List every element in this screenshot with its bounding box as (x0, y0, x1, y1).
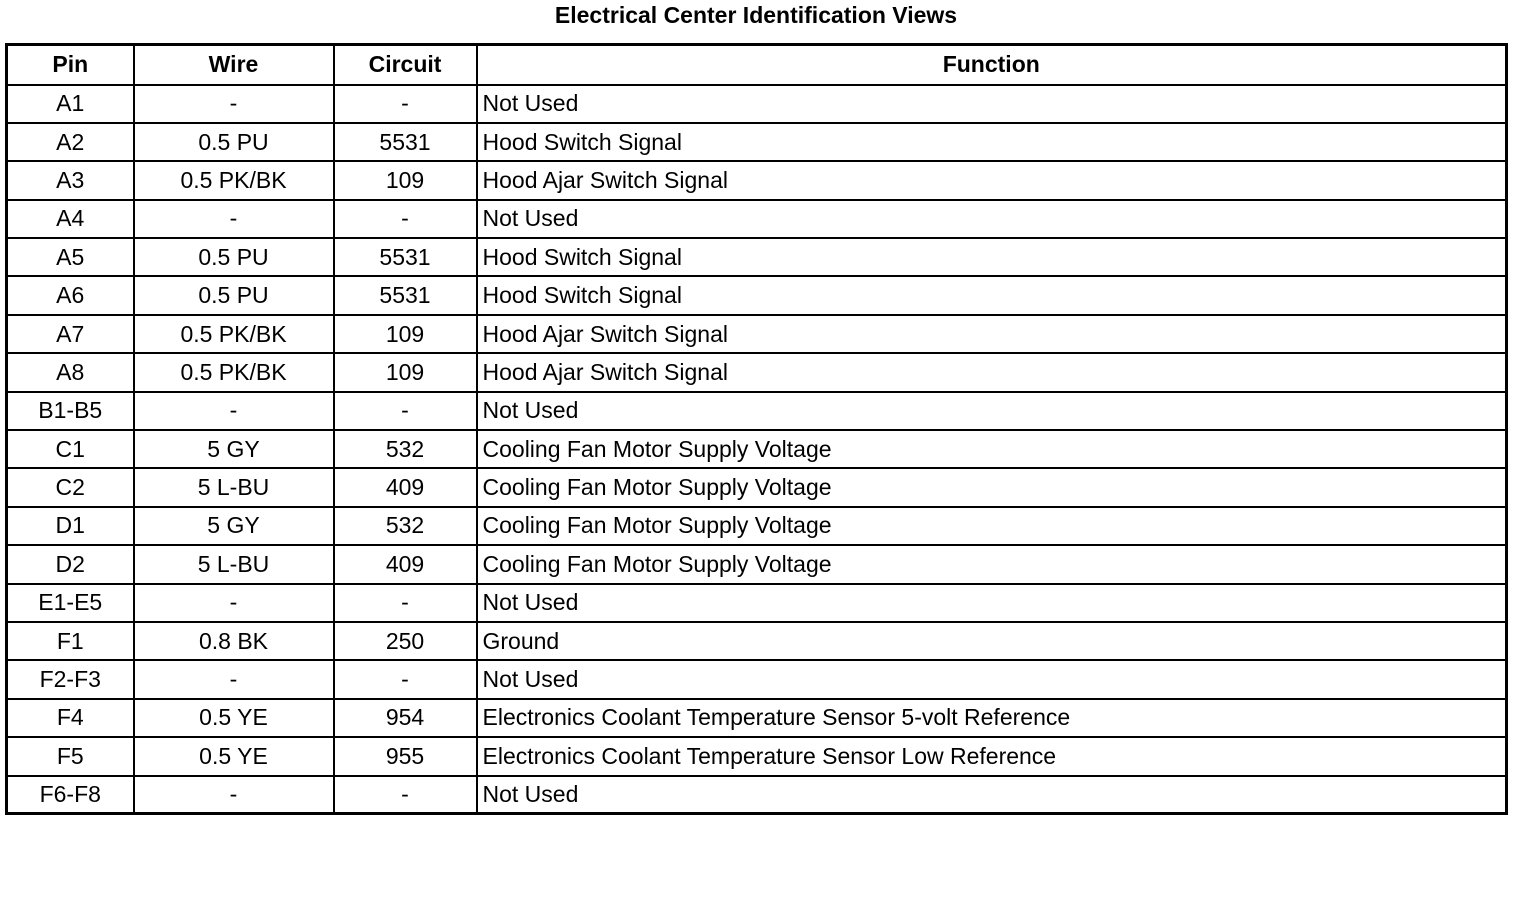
pin-cell: A1 (7, 85, 134, 123)
wire-cell: 0.8 BK (134, 622, 334, 660)
circuit-cell: 954 (334, 699, 477, 737)
pin-cell: A8 (7, 353, 134, 391)
table-row (7, 315, 1507, 353)
circuit-cell: 409 (334, 545, 477, 583)
pin-cell: D2 (7, 545, 134, 583)
wire-cell: 0.5 PU (134, 276, 334, 314)
wire-cell: - (134, 584, 334, 622)
pin-cell: A6 (7, 276, 134, 314)
pin-cell: E1-E5 (7, 584, 134, 622)
pin-cell: C1 (7, 430, 134, 468)
table-row (7, 430, 1507, 468)
table-row (7, 545, 1507, 583)
function-cell: Not Used (477, 584, 1507, 622)
wire-cell: - (134, 660, 334, 698)
circuit-cell: - (334, 584, 477, 622)
wire-cell: 0.5 PU (134, 123, 334, 161)
table-row (7, 85, 1507, 123)
circuit-cell: 5531 (334, 276, 477, 314)
circuit-cell: - (334, 200, 477, 238)
table-row (7, 776, 1507, 814)
function-cell: Hood Switch Signal (477, 276, 1507, 314)
wire-cell: 0.5 PK/BK (134, 353, 334, 391)
function-cell: Electronics Coolant Temperature Sensor Low Reference (477, 737, 1507, 775)
circuit-cell: 5531 (334, 123, 477, 161)
table-row (7, 699, 1507, 737)
circuit-cell: 5531 (334, 238, 477, 276)
table-row (7, 584, 1507, 622)
table-row (7, 660, 1507, 698)
header-function: Function (477, 45, 1507, 85)
pin-cell: A5 (7, 238, 134, 276)
pin-cell: A2 (7, 123, 134, 161)
wire-cell: 0.5 PU (134, 238, 334, 276)
wire-cell: 5 GY (134, 507, 334, 545)
function-cell: Hood Ajar Switch Signal (477, 353, 1507, 391)
wire-cell: 0.5 PK/BK (134, 161, 334, 199)
function-cell: Not Used (477, 660, 1507, 698)
wire-cell: 5 L-BU (134, 545, 334, 583)
table-row (7, 392, 1507, 430)
pin-cell: B1-B5 (7, 392, 134, 430)
table-row (7, 353, 1507, 391)
table-header-row (7, 45, 1507, 85)
header-circuit: Circuit (334, 45, 477, 85)
header-wire: Wire (134, 45, 334, 85)
pin-cell: F5 (7, 737, 134, 775)
function-cell: Not Used (477, 776, 1507, 814)
table-row (7, 238, 1507, 276)
pin-cell: D1 (7, 507, 134, 545)
pin-cell: A7 (7, 315, 134, 353)
circuit-cell: - (334, 776, 477, 814)
circuit-cell: 250 (334, 622, 477, 660)
wire-cell: 0.5 PK/BK (134, 315, 334, 353)
connector-pinout-table (5, 43, 1508, 815)
circuit-cell: 109 (334, 353, 477, 391)
function-cell: Hood Ajar Switch Signal (477, 315, 1507, 353)
wire-cell: - (134, 776, 334, 814)
function-cell: Not Used (477, 200, 1507, 238)
table-row (7, 622, 1507, 660)
circuit-cell: 955 (334, 737, 477, 775)
function-cell: Not Used (477, 85, 1507, 123)
function-cell: Cooling Fan Motor Supply Voltage (477, 507, 1507, 545)
function-cell: Cooling Fan Motor Supply Voltage (477, 430, 1507, 468)
pin-cell: F2-F3 (7, 660, 134, 698)
pin-cell: F4 (7, 699, 134, 737)
header-pin: Pin (7, 45, 134, 85)
wire-cell: - (134, 392, 334, 430)
wire-cell: - (134, 85, 334, 123)
circuit-cell: 532 (334, 507, 477, 545)
table-row (7, 161, 1507, 199)
page-title: Electrical Center Identification Views (554, 2, 958, 28)
table-row (7, 737, 1507, 775)
function-cell: Cooling Fan Motor Supply Voltage (477, 545, 1507, 583)
pin-cell: C2 (7, 468, 134, 506)
function-cell: Hood Switch Signal (477, 238, 1507, 276)
function-cell: Hood Ajar Switch Signal (477, 161, 1507, 199)
function-cell: Electronics Coolant Temperature Sensor 5-volt Reference (477, 699, 1507, 737)
pin-cell: A4 (7, 200, 134, 238)
function-cell: Ground (477, 622, 1507, 660)
table-row (7, 468, 1507, 506)
circuit-cell: 409 (334, 468, 477, 506)
circuit-cell: - (334, 85, 477, 123)
table-body (7, 85, 1507, 814)
circuit-cell: 109 (334, 161, 477, 199)
function-cell: Not Used (477, 392, 1507, 430)
pin-cell: F6-F8 (7, 776, 134, 814)
function-cell: Hood Switch Signal (477, 123, 1507, 161)
circuit-cell: 109 (334, 315, 477, 353)
table-row (7, 123, 1507, 161)
pin-cell: A3 (7, 161, 134, 199)
circuit-cell: - (334, 392, 477, 430)
table-row (7, 507, 1507, 545)
wire-cell: - (134, 200, 334, 238)
wire-cell: 0.5 YE (134, 699, 334, 737)
pin-cell: F1 (7, 622, 134, 660)
function-cell: Cooling Fan Motor Supply Voltage (477, 468, 1507, 506)
wire-cell: 0.5 YE (134, 737, 334, 775)
table-row (7, 276, 1507, 314)
circuit-cell: 532 (334, 430, 477, 468)
circuit-cell: - (334, 660, 477, 698)
wire-cell: 5 L-BU (134, 468, 334, 506)
table-row (7, 200, 1507, 238)
wire-cell: 5 GY (134, 430, 334, 468)
